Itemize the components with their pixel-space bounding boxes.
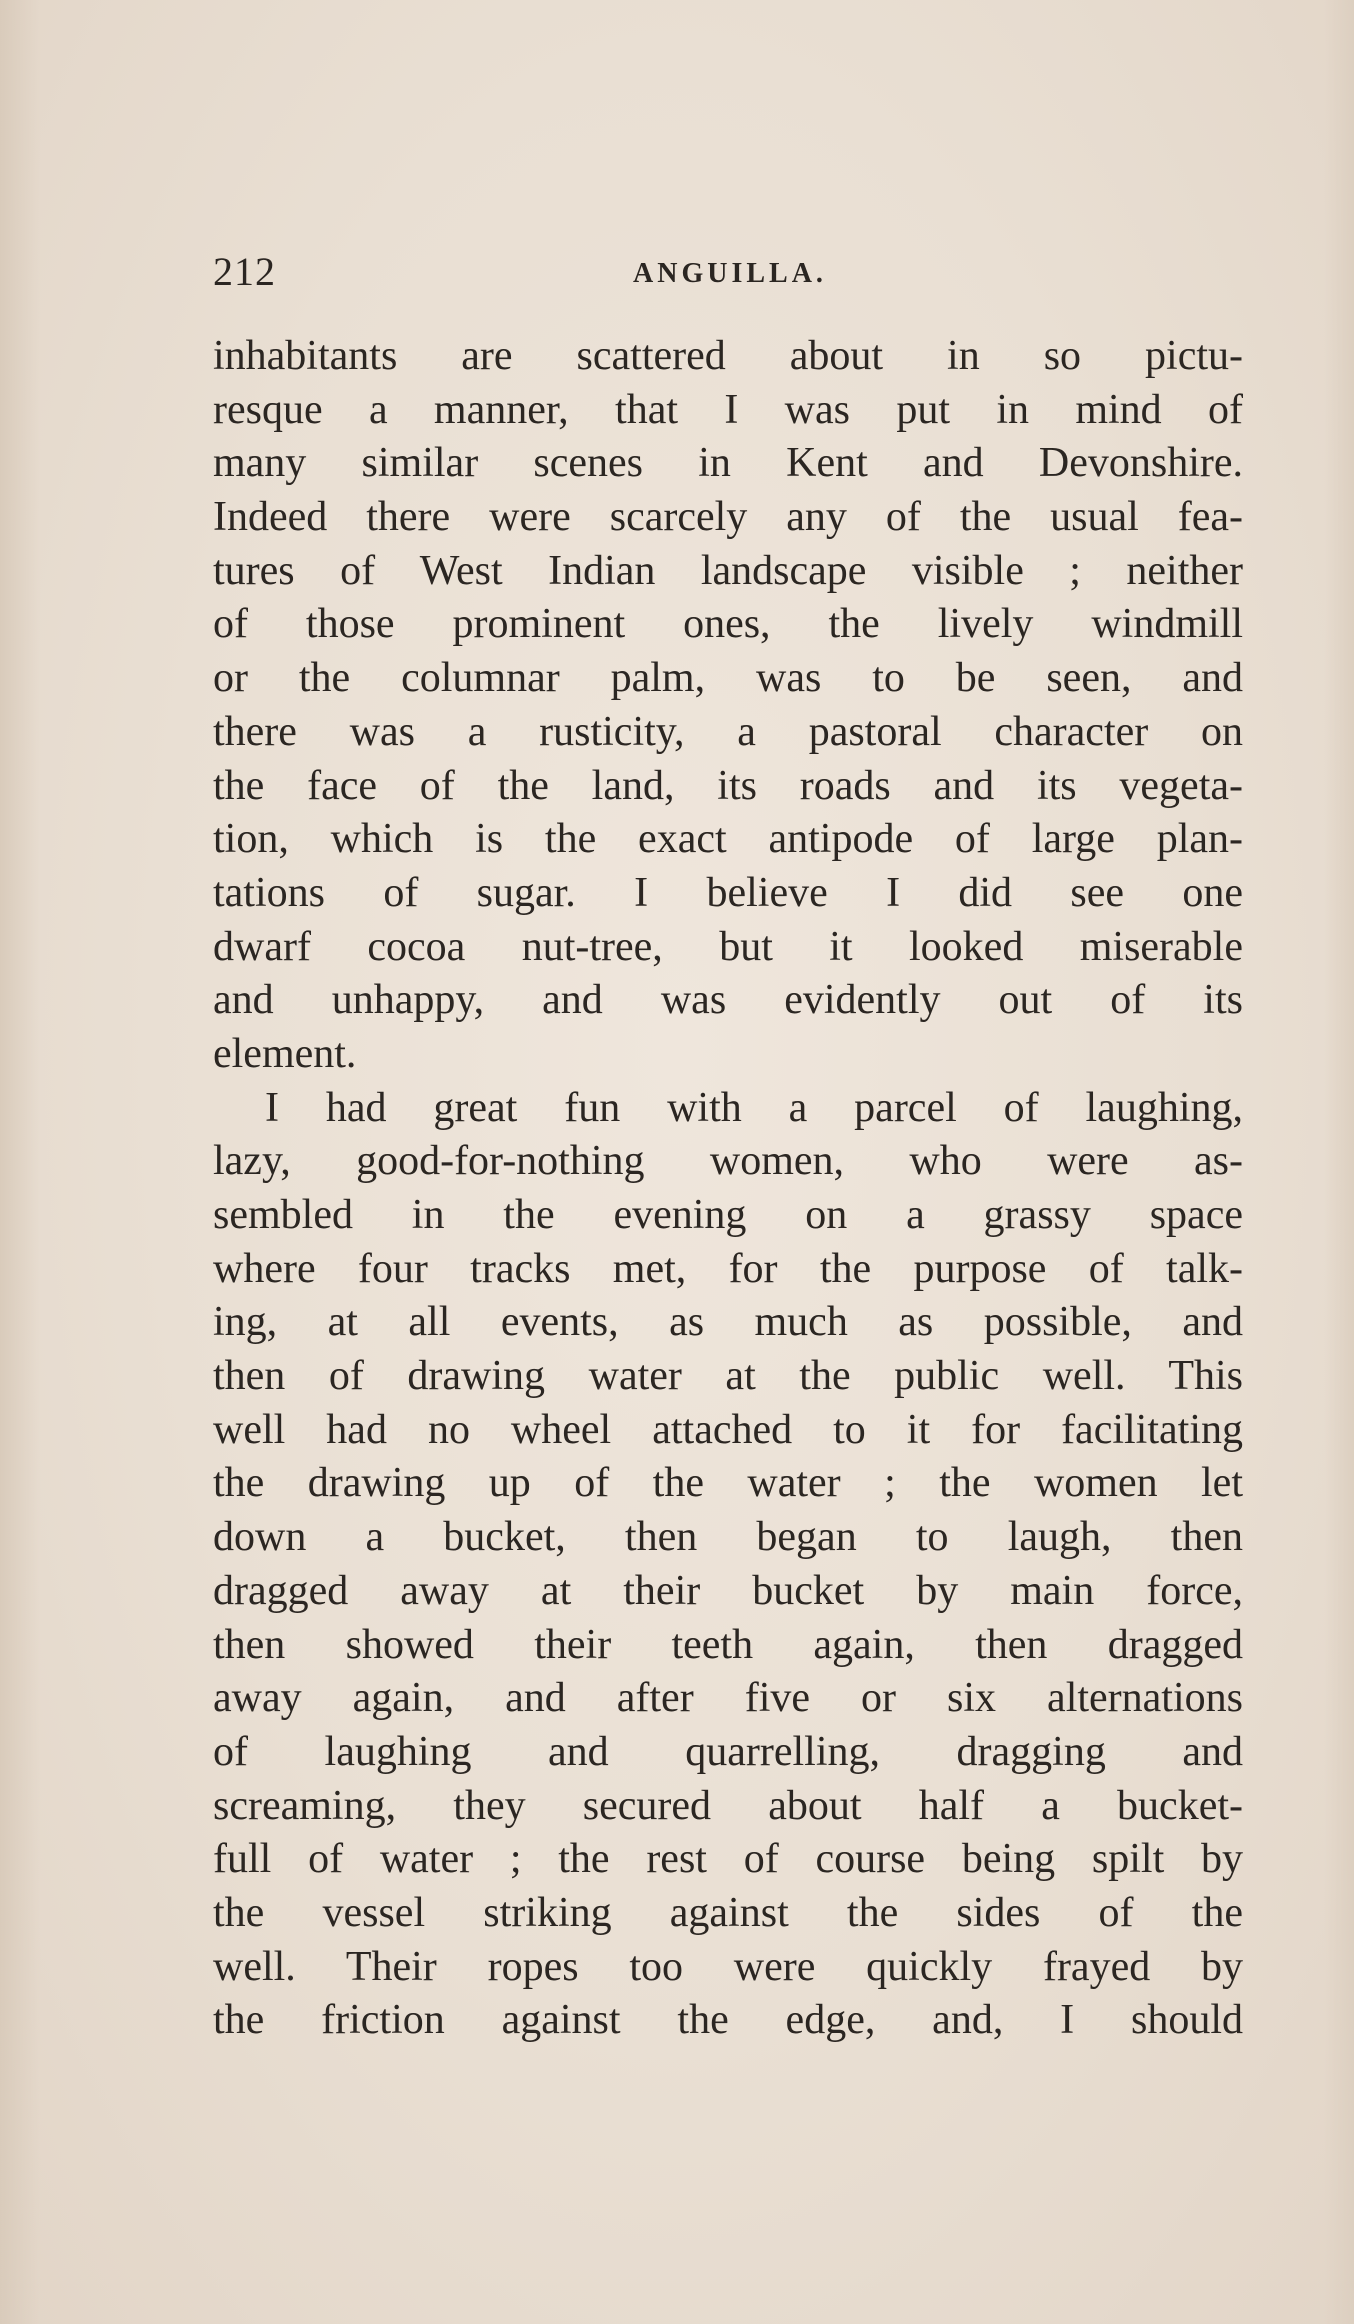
text-line: the vessel striking against the sides of the (213, 1889, 1243, 1936)
text-line: of laughing and quarrelling, dragging and (213, 1728, 1243, 1775)
text-line: full of water ; the rest of course being spilt by (213, 1836, 1243, 1883)
text-line: well. Their ropes too were quickly frayed by (213, 1943, 1243, 1990)
text-line: the friction against the edge, and, I should (213, 1997, 1243, 2044)
text-line: then of drawing water at the public well. This (213, 1353, 1243, 1400)
text-line: dwarf cocoa nut-tree, but it looked miserable (213, 923, 1243, 970)
text-line: lazy, good-for-nothing women, who were as- (213, 1138, 1243, 1185)
text-line: Indeed there were scarcely any of the usual fea- (213, 494, 1243, 541)
text-line: down a bucket, then began to laugh, then (213, 1514, 1243, 1561)
text-line: and unhappy, and was evidently out of its (213, 977, 1243, 1024)
paragraph-start-line: I had great fun with a parcel of laughing, (265, 1084, 1243, 1131)
text-line: sembled in the evening on a grassy space (213, 1192, 1243, 1238)
text-line: tures of West Indian landscape visible ; neither (213, 547, 1243, 594)
page-edge-shadow-right (1324, 0, 1354, 2324)
text-line: where four tracks met, for the purpose of talk- (213, 1245, 1243, 1292)
text-line: of those prominent ones, the lively windmill (213, 601, 1243, 648)
page-edge-shadow-left (0, 0, 40, 2324)
running-title: ANGUILLA. (633, 258, 827, 289)
text-line: well had no wheel attached to it for facilitating (213, 1406, 1243, 1453)
page-header (213, 248, 1243, 298)
text-line: resque a manner, that I was put in mind of (213, 386, 1243, 433)
text-line: the drawing up of the water ; the women let (213, 1460, 1243, 1507)
text-line: many similar scenes in Kent and Devonshire. (213, 440, 1243, 487)
text-line: dragged away at their bucket by main force, (213, 1567, 1243, 1614)
text-line: or the columnar palm, was to be seen, and (213, 655, 1243, 702)
text-line: tations of sugar. I believe I did see one (213, 869, 1243, 916)
text-line: away again, and after five or six alternations (213, 1675, 1243, 1722)
text-line: screaming, they secured about half a bucket- (213, 1782, 1243, 1829)
text-line: then showed their teeth again, then dragged (213, 1621, 1243, 1668)
page-number: 212 (213, 249, 276, 294)
paragraph-end-line: element. (213, 1030, 357, 1077)
text-line: ing, at all events, as much as possible, and (213, 1299, 1243, 1346)
text-line: the face of the land, its roads and its vegeta- (213, 762, 1243, 809)
body-text (213, 330, 1243, 2048)
text-line: tion, which is the exact antipode of large plan- (213, 816, 1243, 863)
text-line: there was a rusticity, a pastoral character on (213, 708, 1243, 755)
text-line: inhabitants are scattered about in so pictu- (213, 333, 1243, 379)
